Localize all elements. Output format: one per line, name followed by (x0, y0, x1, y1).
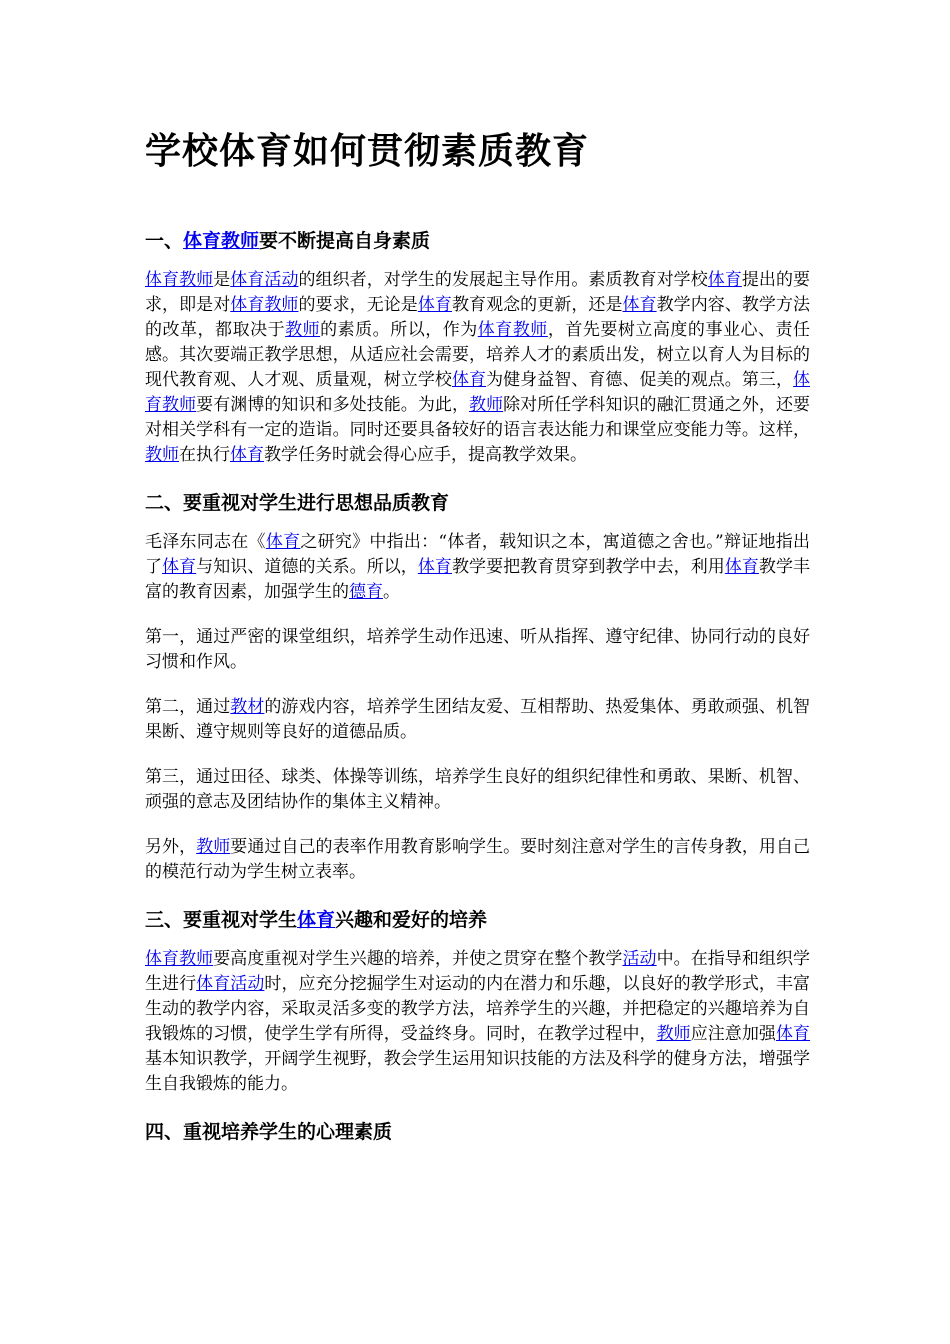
section-3-paragraph (145, 947, 810, 1097)
inline-link[interactable]: 体育 (265, 532, 301, 552)
text-run: 教育观念的更新，还是 (451, 295, 623, 315)
inline-link[interactable]: 体育 (417, 557, 452, 577)
section-3-heading-suffix: 兴趣和爱好的培养 (335, 909, 488, 931)
inline-link[interactable]: 体育活动 (230, 270, 299, 290)
inline-link[interactable]: 体育教师 (230, 295, 299, 315)
text-run: 要高度重视对学生兴趣的培养，并使之贯穿在整个教学 (213, 949, 623, 969)
text-run: 与知识、道德的关系。所以， (196, 557, 418, 577)
section-3-heading (145, 905, 810, 935)
document-title: 学校体育如何贯彻素质教育 (145, 131, 590, 172)
inline-link[interactable]: 教师 (656, 1024, 691, 1044)
inline-link[interactable]: 活动 (622, 949, 657, 969)
inline-link[interactable]: 体育教师 (145, 370, 811, 415)
section-2-paragraph-4 (145, 765, 810, 815)
inline-link[interactable]: 体育教师 (477, 320, 548, 340)
text-run: 要通过自己的表率作用教育影响学生。要时刻注意对学生的言传身教，用自己的模范行动为学生树立表率。 (145, 837, 811, 882)
inline-link[interactable]: 体育教师 (145, 270, 214, 290)
inline-link[interactable]: 体育活动 (196, 974, 265, 994)
section-3-heading-link[interactable]: 体育 (297, 909, 336, 931)
text-run: 的素质。所以，作为 (320, 320, 478, 340)
section-2-paragraph-5 (145, 835, 810, 885)
text-run: 是 (213, 270, 231, 290)
inline-link[interactable]: 体育 (162, 557, 197, 577)
text-run: 第三，通过田径、球类、体操等训练，培养学生良好的组织纪律性和勇敢、果断、机智、顽强的意志及团结协作的集体主义精神。 (145, 767, 810, 812)
inline-link[interactable]: 体育 (417, 295, 452, 315)
text-run: 的要求，无论是 (298, 295, 418, 315)
text-run: 。 (383, 582, 400, 602)
inline-link[interactable]: 体育教师 (145, 949, 214, 969)
document-body (145, 128, 810, 1147)
text-run: 时，应充分挖掘学生对运动的内在潜力和乐趣，以良好的教学形式，丰富生动的教学内容，采取灵活多变的教学方法，培养学生的兴趣，并把稳定的兴趣培养为自我锻炼的习惯，使学生学有所得，受益终身。同时，在教学过程中， (145, 974, 811, 1044)
text-run: 教学内容、教学方法的改革，都取决于 (145, 295, 811, 340)
inline-link[interactable]: 教师 (145, 445, 179, 465)
text-run: ，首先要树立高度的事业心、责任感。其次要端正教学思想，从适应社会需要，培养人才的素质出发，树立以育人为目标的现代教育观、人才观、质量观，树立学校 (145, 320, 811, 390)
text-run: 教学丰富的教育因素，加强学生的 (145, 557, 811, 602)
section-4-heading: 四、重视培养学生的心理素质 (145, 1121, 393, 1143)
text-run: 应注意加强 (690, 1024, 776, 1044)
text-run: 教学要把教育贯穿到教学中去，利用 (451, 557, 725, 577)
inline-link[interactable]: 教材 (230, 697, 265, 717)
inline-link[interactable]: 教师 (196, 837, 231, 857)
text-run: 要有渊博的知识和多处技能。为此， (196, 395, 470, 415)
inline-link[interactable]: 体育 (724, 557, 759, 577)
text-run: 第一，通过严密的课堂组织，培养学生动作迅速、听从指挥、遵守纪律、协同行动的良好习惯和作风。 (145, 627, 810, 672)
section-1-paragraph (145, 268, 810, 468)
inline-link[interactable]: 体育 (707, 270, 742, 290)
text-run: 提出的要求，即是对 (145, 270, 811, 315)
text-run: 基本知识教学，开阔学生视野，教会学生运用知识技能的方法及科学的健身方法，增强学生自我锻炼的能力。 (145, 1049, 810, 1094)
section-1-heading-link[interactable]: 体育教师 (183, 230, 260, 252)
inline-link[interactable]: 体育 (775, 1024, 811, 1044)
text-run: 除对所任学科知识的融汇贯通之外，还要对相关学科有一定的造诣。同时还要具备较好的语言表达能力和课堂应变能力等。这样， (145, 395, 811, 440)
text-run: 的组织者，对学生的发展起主导作用。素质教育对学校 (298, 270, 708, 290)
inline-link[interactable]: 体育 (451, 370, 487, 390)
section-1-heading-prefix: 一、 (145, 230, 184, 252)
text-run: 中。在指导和组织学生进行 (145, 949, 811, 994)
text-run: 另外， (145, 837, 197, 857)
text-run: 第二，通过 (145, 697, 231, 717)
inline-link[interactable]: 德育 (349, 582, 383, 602)
inline-link[interactable]: 体育 (230, 445, 264, 465)
inline-link[interactable]: 体育 (622, 295, 657, 315)
section-2-paragraph-1 (145, 530, 810, 605)
section-1-heading (145, 226, 810, 256)
section-2-heading: 二、要重视对学生进行思想品质教育 (145, 492, 450, 514)
section-2-paragraph-3 (145, 695, 810, 745)
section-1-heading-suffix: 要不断提高自身素质 (259, 230, 431, 252)
text-run: 的游戏内容，培养学生团结友爱、互相帮助、热爱集体、勇敢顽强、机智果断、遵守规则等良好的道德品质。 (145, 697, 811, 742)
section-2-paragraph-2 (145, 625, 810, 675)
text-run: 毛泽东同志在《 (145, 532, 266, 552)
text-run: 教学任务时就会得心应手，提高教学效果。 (264, 445, 587, 465)
section-3-heading-prefix: 三、要重视对学生 (145, 909, 298, 931)
text-run: 在执行 (179, 445, 230, 465)
text-run: 之研究》中指出：“体者，载知识之本，寓道德之舍也。”辩证地指出了 (145, 532, 811, 577)
inline-link[interactable]: 教师 (285, 320, 321, 340)
inline-link[interactable]: 教师 (469, 395, 504, 415)
text-run: 为健身益智、育德、促美的观点。第三， (486, 370, 794, 390)
